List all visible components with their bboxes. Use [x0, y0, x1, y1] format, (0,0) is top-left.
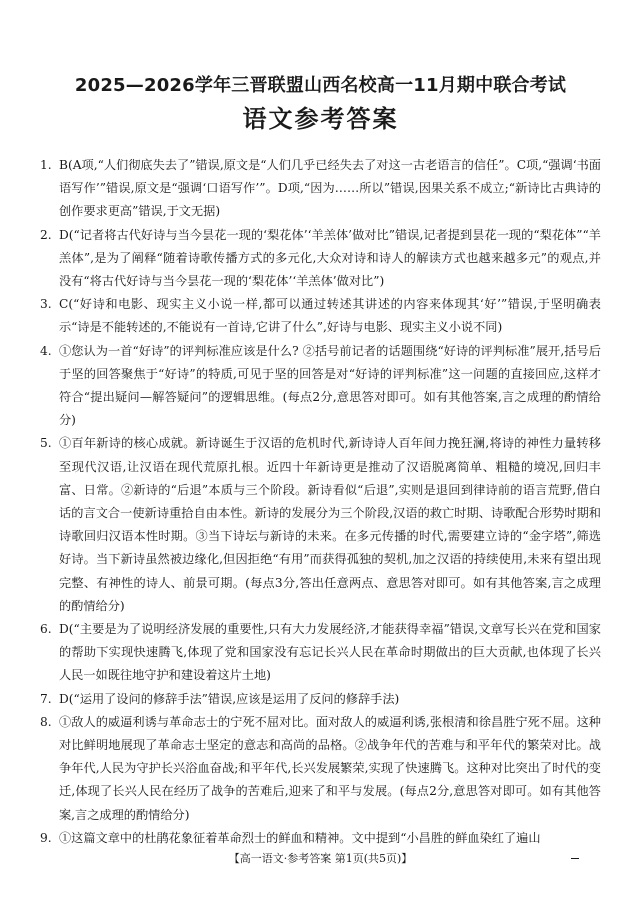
answer-number: 7. [40, 691, 52, 706]
answer-number: 4. [40, 343, 52, 358]
answer-item [40, 827, 601, 850]
answer-number: 9. [40, 830, 52, 845]
answer-number: 1. [40, 158, 52, 172]
answer-text: B(A项,“人们彻底失去了”错误,原文是“人们几乎已经失去了对这一古老语言的信任”。C项,“强调‘书面语写作’”错误,原文是“强调‘口语写作’”。D项,“因为……所以”错误,因果关系不成立;“新诗比古典诗的创作要求更高”错误,于文无据) [59, 158, 601, 219]
answer-text: C(“好诗和电影、现实主义小说一样,都可以通过转述其讲述的内容来体现其‘好’”错误,于坚明确表示“诗是不能转述的,不能说有一首诗,它讲了什么”,好诗与电影、现实主义小说不同) [59, 297, 601, 335]
answer-item [40, 340, 601, 433]
answer-list [40, 154, 601, 850]
answer-item [40, 711, 601, 827]
answer-item [40, 154, 601, 224]
answer-item [40, 224, 601, 294]
answer-text: D(“主要是为了说明经济发展的重要性,只有大力发展经济,才能获得幸福”错误,文章写长兴在党和国家的帮助下实现快速腾飞,体现了党和国家没有忘记长兴人民在革命时期做出的巨大贡献,也体现了长兴人民一如既往地守护和建设着这片土地) [59, 622, 601, 683]
answer-text: ①敌人的威逼利诱与革命志士的宁死不屈对比。面对敌人的威逼利诱,张根清和徐昌胜宁死不屈。这种对比鲜明地展现了革命志士坚定的意志和高尚的品格。②战争年代的苦难与和平年代的繁荣对比。战争年代,人民为守护长兴浴血奋战;和平年代,长兴发展繁荣,实现了快速腾飞。这种对比突出了时代的变迁,体现了长兴人民在经历了战争的苦难后,迎来了和平与发展。(每点2分,意思答对即可。如有其他答案,言之成理的酌情给分) [59, 714, 601, 822]
answer-item [40, 618, 601, 688]
answer-item [40, 688, 601, 711]
answer-number: 3. [40, 297, 52, 312]
exam-title: 2025—2026学年三晋联盟山西名校高一11月期中联合考试 [74, 75, 567, 96]
answer-text: D(“记者将古代好诗与当今昙花一现的‘梨花体’‘羊羔体’做对比”错误,记者提到昙花一现的“梨花体”“羊羔体”,是为了阐释“随着诗歌传播方式的多元化,大众对诗和诗人的解读方式也越来越多元”的观点,并没有“将古代好诗与当今昙花一现的‘梨花体’‘羊羔体’做对比”) [59, 227, 601, 289]
answer-text: ①这篇文章中的杜鹃花象征着革命烈士的鲜血和精神。文中提到“小昌胜的鲜血染红了遍山 [59, 830, 541, 845]
answer-number: 5. [40, 436, 52, 451]
answer-item [40, 432, 601, 618]
footer-dash-mark [571, 858, 579, 859]
page-footer: 【高一语文·参考答案 第1页(共5页)】 [228, 852, 413, 865]
answer-text: ①您认为一首“好诗”的评判标准应该是什么? ②括号前记者的话题围绕“好诗的评判标准”展开,括号后于坚的回答聚焦于“好诗”的特质,可见于坚的回答是对“好诗的评判标准”这一问题的直接回应,这样才符合“提出疑问—解答疑问”的逻辑思维。(每点2分,意思答对即可。如有其他答案,言之成理的酌情给分) [59, 343, 601, 428]
answer-text: ①百年新诗的核心成就。新诗诞生于汉语的危机时代,新诗诗人百年间力挽狂澜,将诗的神性力量转移至现代汉语,让汉语在现代荒原扎根。近四十年新诗更是推动了汉语脱离简单、粗糙的境况,回归丰富、日常。②新诗的“后退”本质与三个阶段。新诗看似“后退”,实则是退回到律诗前的语言荒野,借白话的言文合一使新诗重拾自由本性。新诗的发展分为三个阶段,汉语的救亡时期、诗歌配合形势时期和诗歌回归汉语本性时期。③当下诗坛与新诗的未来。在多元传播的时代,需要建立诗的“金字塔”,筛选好诗。当下新诗虽然被边缘化,但因拒绝“有用”而获得孤独的契机,加之汉语的持续使用,未来有望出现完整、有神性的诗人、前景可期。(每点3分,答出任意两点、意思答对即可。如有其他答案,言之成理的酌情给分) [59, 436, 601, 613]
answer-number: 6. [40, 622, 52, 637]
answer-number: 8. [40, 714, 52, 729]
document-subtitle: 语文参考答案 [242, 105, 399, 133]
answer-item [40, 293, 601, 339]
answer-number: 2. [40, 227, 52, 242]
answer-text: D(“运用了设问的修辞手法”错误,应该是运用了反问的修辞手法) [59, 691, 400, 706]
